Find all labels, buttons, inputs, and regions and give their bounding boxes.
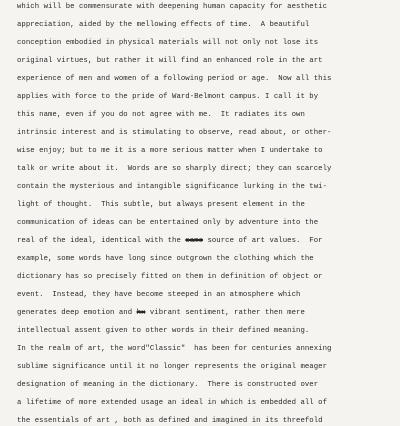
text-segment: vibrant sentiment, rather then mere bbox=[145, 309, 305, 317]
text-line bbox=[17, 309, 305, 318]
text-line: the essentials of art , both as defined and imagined in its threefold bbox=[17, 417, 323, 425]
text-line: original virtues, but rather it will find an enhanced role in the art bbox=[17, 57, 323, 65]
text-line bbox=[17, 237, 323, 246]
text-line: talk or write about it. Words are so sharply direct; they can scarcely bbox=[17, 165, 332, 173]
text-line: dictionary has so precisely fitted on them in definition of object or bbox=[17, 273, 323, 281]
text-line: event. Instead, they have become steeped in an atmosphere which bbox=[17, 291, 301, 299]
struck-out-word: hx bbox=[136, 309, 146, 317]
text-line: a lifetime of more extended usage an ideal in which is embedded all of bbox=[17, 399, 328, 407]
struck-out-word: same bbox=[185, 237, 204, 245]
text-line: appreciation, aided by the mellowing effects of time. A beautiful bbox=[17, 21, 310, 29]
text-line: intellectual assent given to other words in their defined meaning. bbox=[17, 327, 310, 335]
text-line: experience of men and women of a following period or age. Now all this bbox=[17, 75, 332, 83]
text-line: wise enjoy; but to me it is a more serious matter when I undertake to bbox=[17, 147, 323, 155]
text-line: applies with force to the pride of Ward-Belmont campus. I call it by bbox=[17, 93, 319, 101]
text-line: contain the mysterious and intangible significance lurking in the twi- bbox=[17, 183, 328, 191]
text-line: communication of ideas can be entertained only by adventure into the bbox=[17, 219, 319, 227]
text-segment: generates deep emotion and bbox=[17, 309, 137, 317]
text-line: light of thought. This subtle, but always present element in the bbox=[17, 201, 305, 209]
text-line: In the realm of art, the word"Classic" has been for centuries annexing bbox=[17, 345, 332, 353]
text-line: this name, even if you do not agree with me. It radiates its own bbox=[17, 111, 305, 119]
text-line: example, some words have long since outgrown the clothing which the bbox=[17, 255, 314, 263]
text-line: sublime significance until it no longer represents the original meager bbox=[17, 363, 328, 371]
text-line: conception embodied in physical materials will not only not lose its bbox=[17, 39, 319, 47]
text-line: which will be commensurate with deepening human capacity for aesthetic bbox=[17, 3, 328, 11]
text-line: designation of meaning in the dictionary. There is constructed over bbox=[17, 381, 319, 389]
text-segment: source of art values. For bbox=[203, 237, 323, 245]
text-segment: real of the ideal, identical with the bbox=[17, 237, 186, 245]
text-line: intrinsic interest and is stimulating to observe, read about, or other- bbox=[17, 129, 332, 137]
